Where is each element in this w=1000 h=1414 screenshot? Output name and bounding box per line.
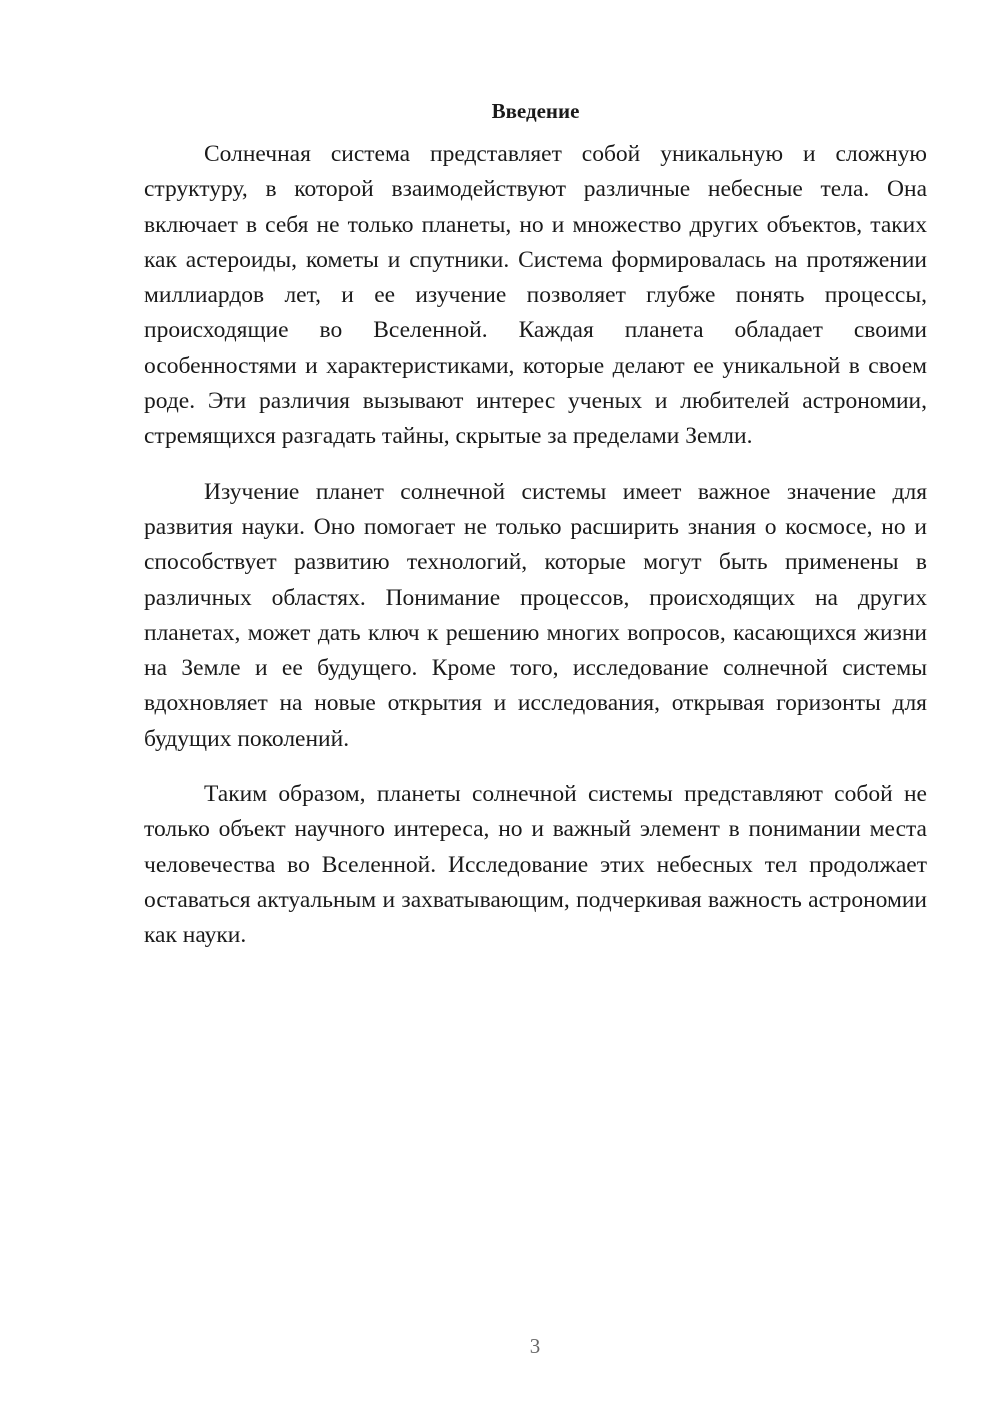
section-title: Введение xyxy=(491,99,580,123)
paragraph-2: Изучение планет солнечной системы имеет важное значение для развития науки. Оно помогает не только расширить знания о космосе, но и способствует развитию технологий, которые могут быть применены в различных областях. Понимание процессов, происходящих на других планетах, может дать ключ к решению многих вопросов, касающихся жизни на Земле и ее будущего. Кроме того, исследование солнечной системы вдохновляет на новые открытия и исследования, открывая горизонты для будущих поколений. xyxy=(144,478,927,752)
paragraph-3: Таким образом, планеты солнечной системы представляют собой не только объект научного интереса, но и важный элемент в понимании места человечества во Вселенной. Исследование этих небесных тел продолжает оставаться актуальным и захватывающим, подчеркивая важность астрономии как науки. xyxy=(144,781,927,949)
paragraph-1: Солнечная система представляет собой уникальную и сложную структуру, в которой взаимодействуют различные небесные тела. Она включает в себя не только планеты, но и множество других объектов, таких как астероиды, кометы и спутники. Система формировалась на протяжении миллиардов лет, и ее изучение позволяет глубже понять процессы, происходящие во Вселенной. Каждая планета обладает своими особенностями и характеристиками, которые делают ее уникальной в своем роде. Эти различия вызывают интерес ученых и любителей астрономии, стремящихся разгадать тайны, скрытые за пределами Земли. xyxy=(144,141,927,450)
page-content xyxy=(144,96,927,974)
page-number: 3 xyxy=(529,1334,541,1358)
